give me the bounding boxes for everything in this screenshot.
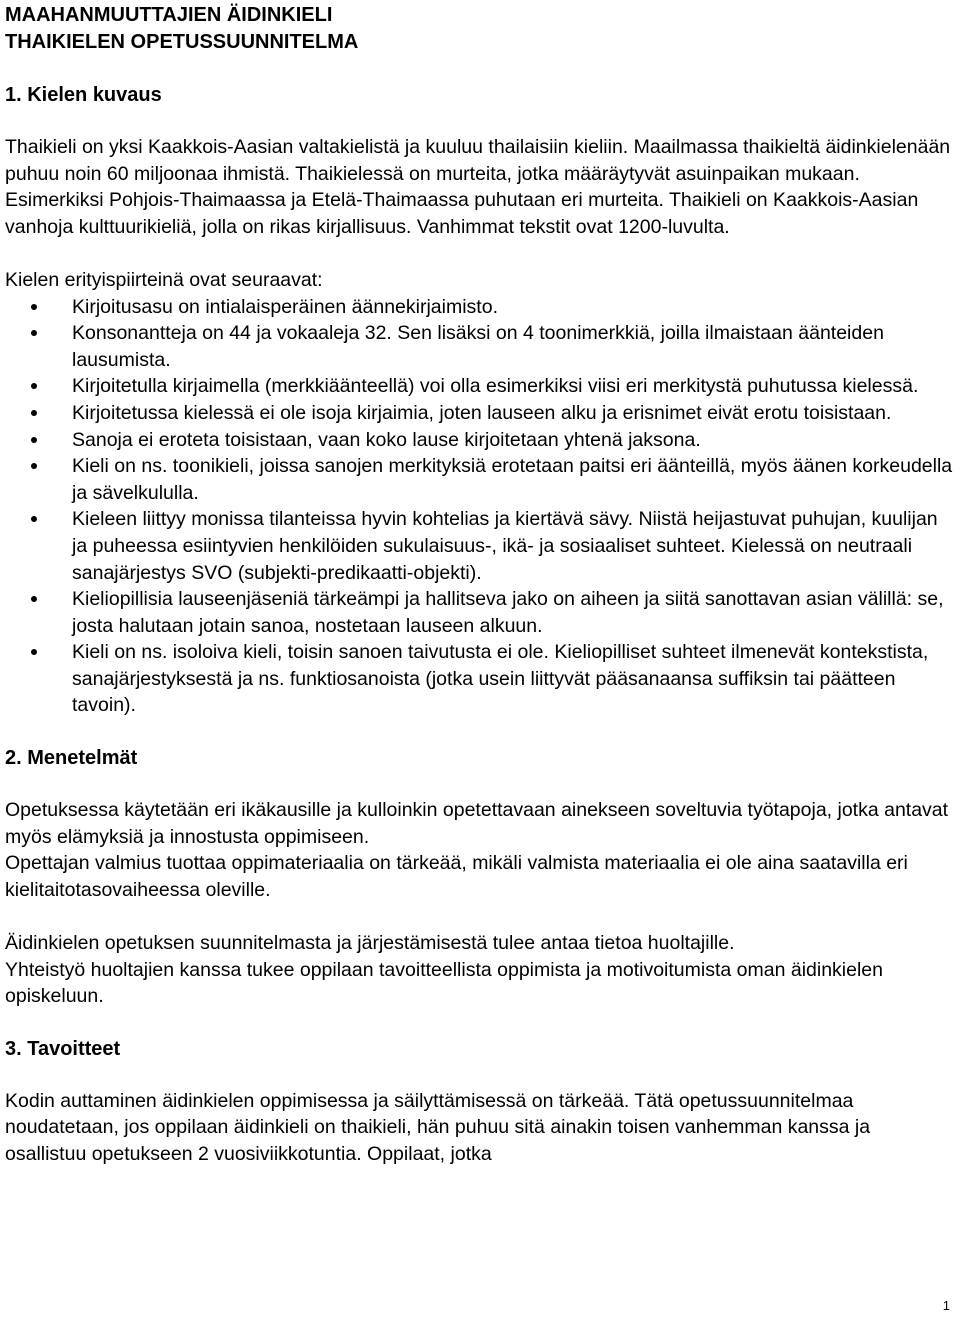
bullet-icon	[31, 596, 37, 602]
bullet-icon	[31, 410, 37, 416]
bullet-icon	[31, 383, 37, 389]
document-page	[5, 0, 953, 1168]
section-2-paragraph-1: Opetuksessa käytetään eri ikäkausille ja kulloinkin opetettavaan ainekseen soveltuvia työtapoja, jotka antavat myös elämyksiä ja innostusta oppimiseen.	[5, 799, 949, 848]
title-line-1: MAAHANMUUTTAJIEN ÄIDINKIELI	[5, 4, 333, 26]
bullet-icon	[31, 330, 37, 336]
section-2-paragraph-4: Yhteistyö huoltajien kanssa tukee oppilaan tavoitteellista oppimista ja motivoitumista oman äidinkielen opiskeluun.	[5, 958, 883, 1008]
section-1-heading: 1. Kielen kuvaus	[5, 84, 162, 106]
section-1-intro: Thaikieli on yksi Kaakkois-Aasian valtakielistä ja kuuluu thailaisiin kieliin. Maailmassa thaikieltä äidinkielenään puhuu noin 60 miljoonaa ihmistä. Thaikielessä on murteita, jotka määräytyvät asuinpaikan mukaan. Esimerkiksi Pohjois-Thaimaassa ja Etelä-Thaimaassa puhutaan eri murteita. Thaikieli on Kaakkois-Aasian vanhoja kulttuurikieliä, jolla on rikas kirjallisuus. Vanhimmat tekstit ovat 1200-luvulta.	[5, 136, 951, 238]
document-title	[5, 2, 953, 56]
bullet-icon	[31, 463, 37, 469]
section-2-paragraph-2: Opettajan valmius tuottaa oppimateriaalia on tärkeää, mikäli valmista materiaalia ei ole aina saatavilla eri kielitaitotasovaiheessa oleville.	[5, 852, 908, 901]
list-item: Kirjoitetulla kirjaimella (merkkiäänteellä) voi olla esimerkiksi viisi eri merkitystä puhutussa kielessä.	[5, 373, 953, 400]
bullet-icon	[31, 649, 37, 655]
section-2-paragraph-3: Äidinkielen opetuksen suunnitelmasta ja järjestämisestä tulee antaa tietoa huoltajille.	[5, 932, 735, 955]
section-3-paragraph-1: Kodin auttaminen äidinkielen oppimisessa ja säilyttämisessä on tärkeää. Tätä opetussuunnitelmaa noudatetaan, jos oppilaan äidinkieli on thaikieli, hän puhuu sitä ainakin toisen vanhemman kanssa ja osallistuu opetukseen 2 vuosiviikkotuntia. Oppilaat, jotka	[5, 1089, 871, 1165]
page-number: 1	[942, 1298, 950, 1313]
list-item: Kirjoitusasu on intialaisperäinen äännekirjaimisto.	[5, 294, 953, 321]
section-2-heading: 2. Menetelmät	[5, 747, 138, 770]
list-item: Konsonantteja on 44 ja vokaaleja 32. Sen lisäksi on 4 toonimerkkiä, joilla ilmaistaan äänteiden lausumista.	[5, 320, 953, 373]
list-item: Kieleen liittyy monissa tilanteissa hyvin kohtelias ja kiertävä sävy. Niistä heijastuvat puhujan, kuulijan ja puheessa esiintyvien henkilöiden sukulaisuus-, ikä- ja sosiaaliset suhteet. Kielessä on neutraali sanajärjestys SVO (subjekti-predikaatti-objekti).	[5, 506, 953, 586]
title-line-2: THAIKIELEN OPETUSSUUNNITELMA	[5, 31, 359, 53]
list-item: Kieli on ns. isoloiva kieli, toisin sanoen taivutusta ei ole. Kieliopilliset suhteet ilmenevät kontekstista, sanajärjestyksestä ja ns. funktiosanoista (jotka usein liittyvät pääsanaansa suffiksin tai päätteen tavoin).	[5, 639, 953, 719]
section-3-heading: 3. Tavoitteet	[5, 1037, 121, 1060]
bullet-icon	[31, 516, 37, 522]
list-item: Sanoja ei eroteta toisistaan, vaan koko lause kirjoitetaan yhtenä jaksona.	[5, 427, 953, 454]
bullet-icon	[31, 304, 37, 310]
list-item: Kieliopillisia lauseenjäseniä tärkeämpi ja hallitseva jako on aiheen ja siitä sanottavan asian välillä: se, josta halutaan jotain sanoa, nostetaan lauseen alkuun.	[5, 586, 953, 639]
features-intro: Kielen erityispiirteinä ovat seuraavat:	[5, 268, 323, 291]
list-item: Kirjoitetussa kielessä ei ole isoja kirjaimia, joten lauseen alku ja erisnimet eivät erotu toisistaan.	[5, 400, 953, 427]
list-item: Kieli on ns. toonikieli, joissa sanojen merkityksiä erotetaan paitsi eri äänteillä, myös äänen korkeudella ja sävelkululla.	[5, 453, 953, 506]
bullet-icon	[31, 437, 37, 443]
features-list	[5, 294, 953, 720]
